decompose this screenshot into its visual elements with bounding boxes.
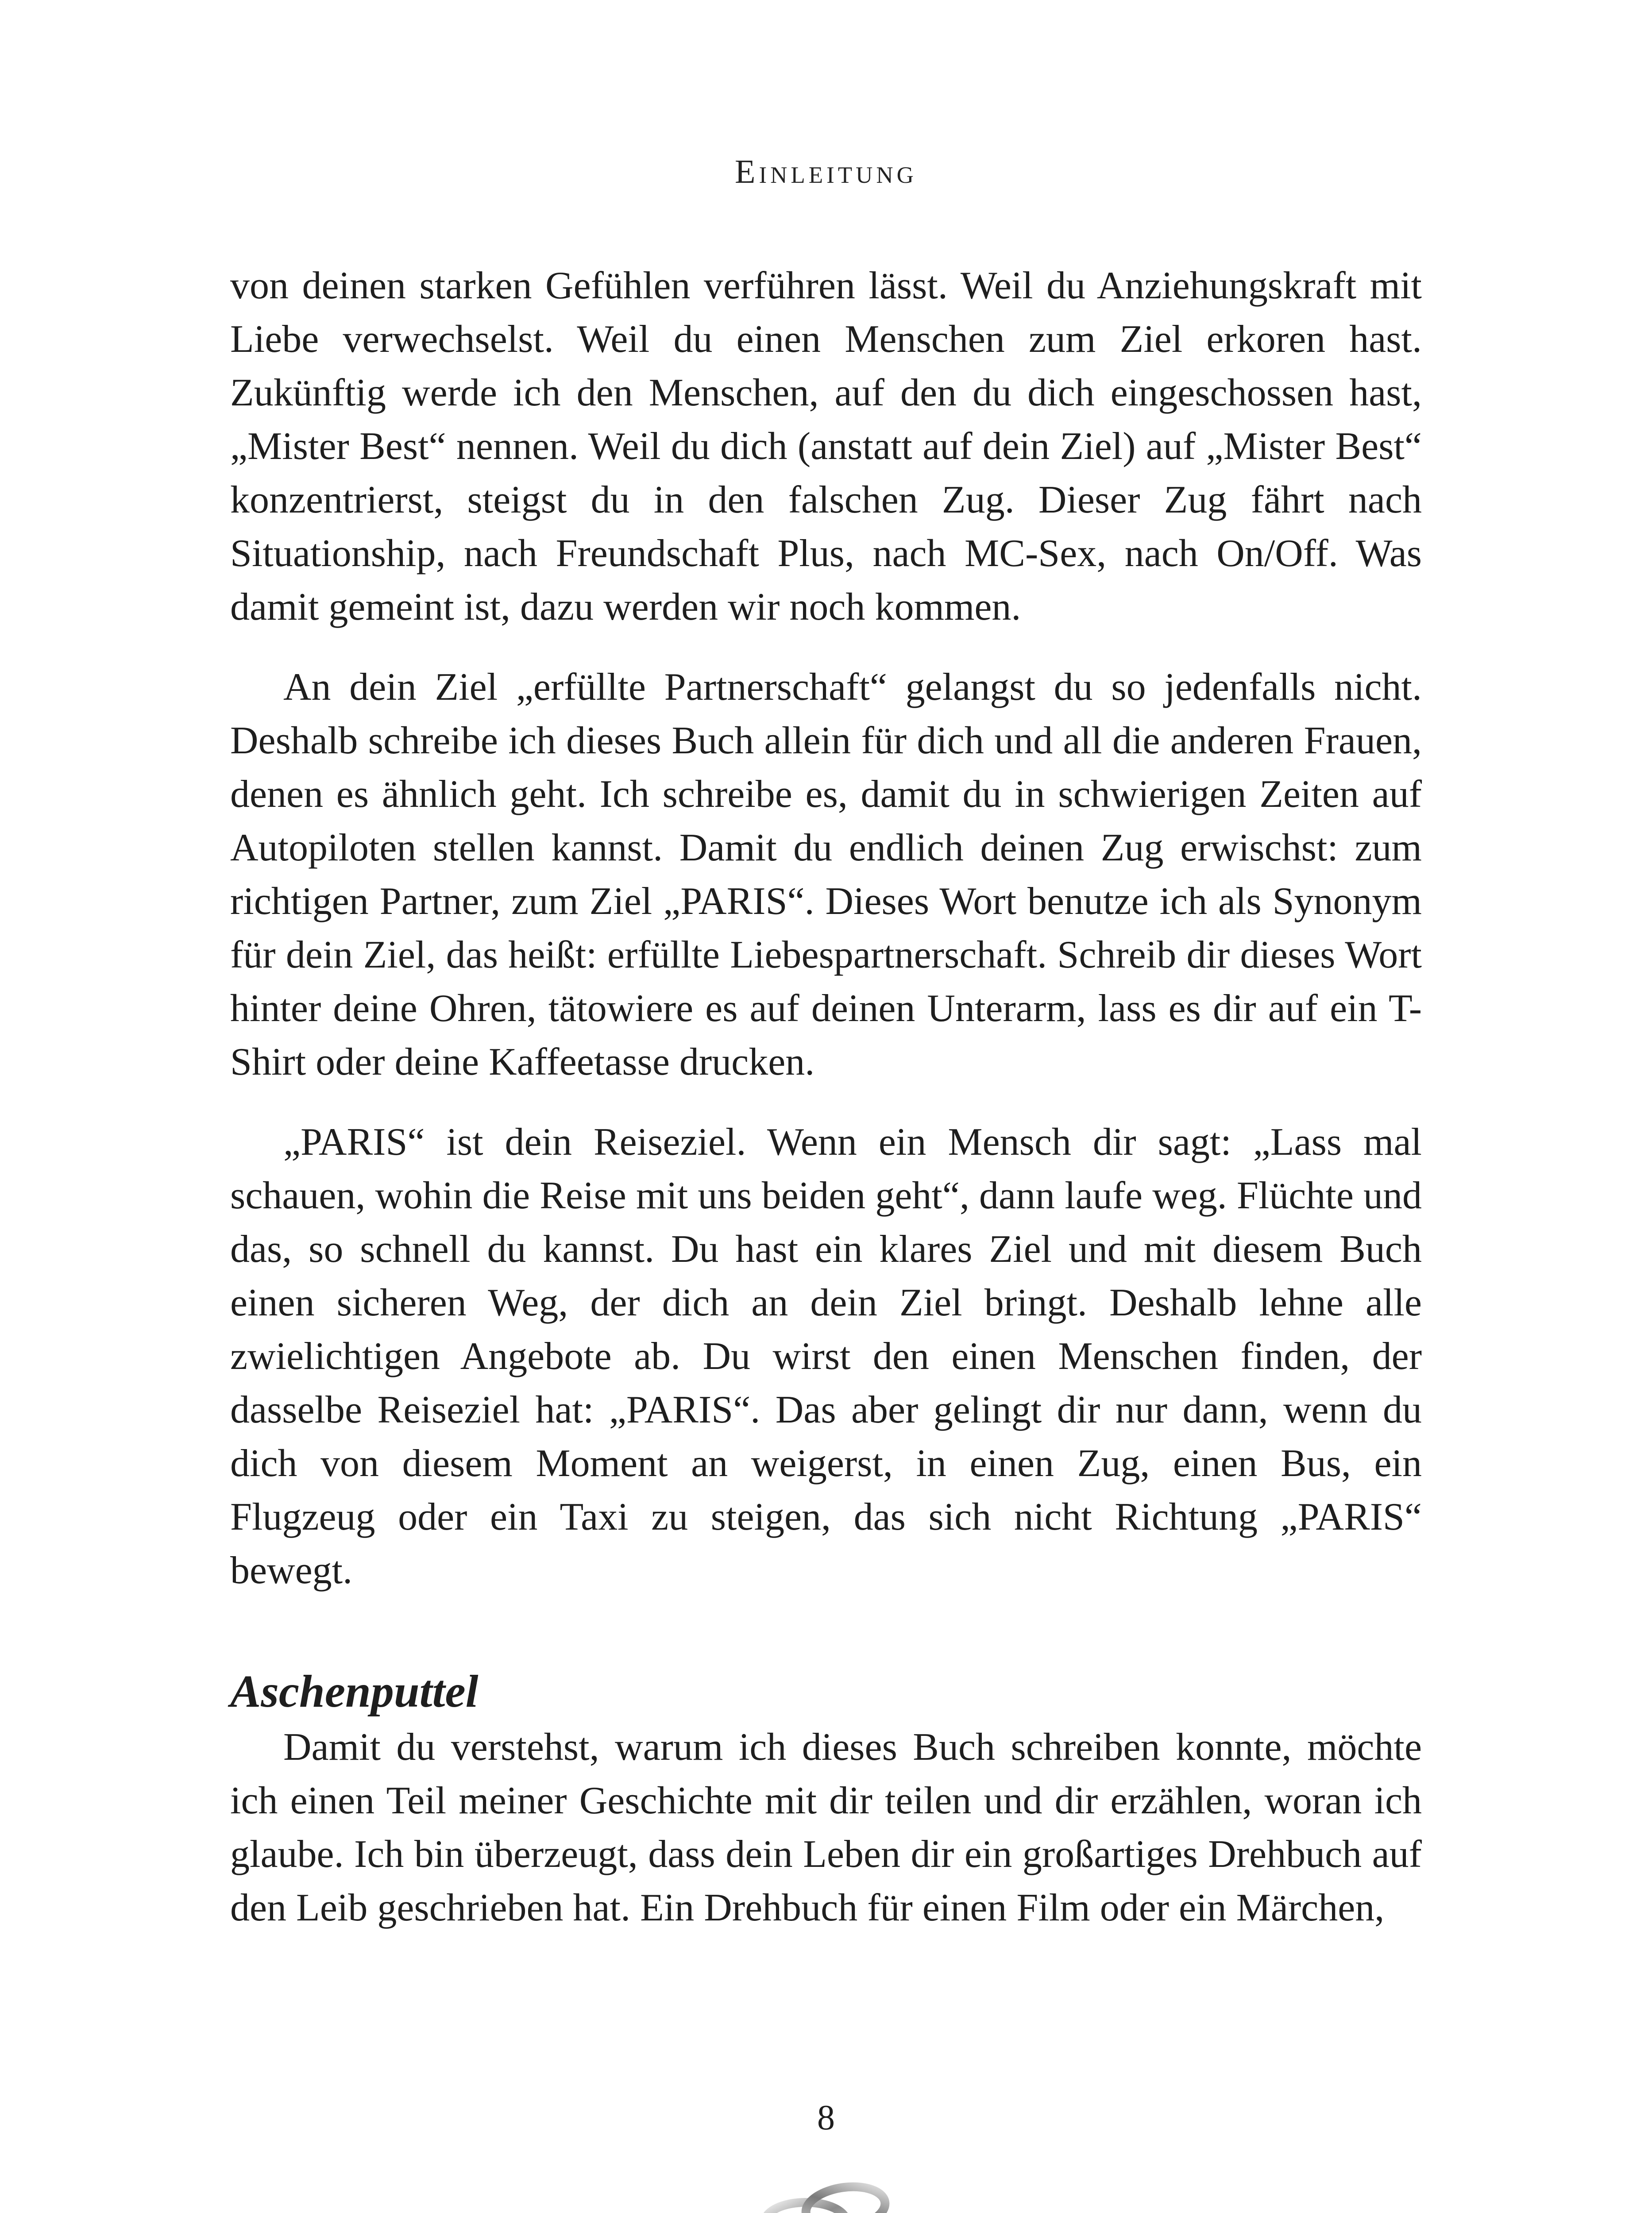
wedding-rings-icon <box>753 2164 903 2213</box>
body-text <box>230 259 1422 1935</box>
paragraph-3: „PARIS“ ist dein Reiseziel. Wenn ein Mensch dir sagt: „Lass mal schauen, wohin die Reise mit uns beiden geht“, dann laufe weg. Flüchte und das, so schnell du kannst. Du hast ein klares Ziel und mit diesem Buch einen sicheren Weg, der dich an dein Ziel bringt. Deshalb lehne alle zwielichtigen Angebote ab. Du wirst den einen Menschen finden, der dasselbe Reiseziel hat: „PARIS“. Das aber gelingt dir nur dann, wenn du dich von diesem Moment an weigerst, in einen Zug, einen Bus, ein Flugzeug oder ein Taxi zu steigen, das sich nicht Richtung „PARIS“ bewegt. <box>230 1121 1422 1592</box>
section-paragraph: Damit du verstehst, warum ich dieses Buch schreiben konnte, möchte ich einen Teil meiner Geschichte mit dir teilen und dir erzählen, woran ich glaube. Ich bin überzeugt, dass dein Leben dir ein großartiges Drehbuch auf den Leib geschrieben hat. Ein Drehbuch für einen Film oder ein Märchen, <box>230 1726 1422 1929</box>
section-heading: Aschenputtel <box>230 1666 479 1717</box>
page-number: 8 <box>817 2098 835 2137</box>
paragraph-1: von deinen starken Gefühlen verführen lässt. Weil du Anziehungskraft mit Liebe verwechselst. Weil du einen Menschen zum Ziel erkoren hast. Zukünftig werde ich den Menschen, auf den du dich eingeschossen hast, „Mister Best“ nennen. Weil du dich (anstatt auf dein Ziel) auf „Mister Best“ konzentrierst, steigst du in den falschen Zug. Dieser Zug fährt nach Situationship, nach Freundschaft Plus, nach MC-Sex, nach On/Off. Was damit gemeint ist, dazu werden wir noch kommen. <box>230 264 1422 628</box>
running-head: Einleitung <box>735 153 917 190</box>
paragraph-2: An dein Ziel „erfüllte Partnerschaft“ gelangst du so jedenfalls nicht. Deshalb schreibe ich dieses Buch allein für dich und all die anderen Frauen, denen es ähnlich geht. Ich schreibe es, damit du in schwierigen Zeiten auf Autopiloten stellen kannst. Damit du endlich deinen Zug erwischst: zum richtigen Partner, zum Ziel „PARIS“. Dieses Wort benutze ich als Synonym für dein Ziel, das heißt: erfüllte Liebespartnerschaft. Schreib dir dieses Wort hinter deine Ohren, tätowiere es auf deinen Unterarm, lass es dir auf ein T-Shirt oder deine Kaffeetasse drucken. <box>230 666 1422 1083</box>
